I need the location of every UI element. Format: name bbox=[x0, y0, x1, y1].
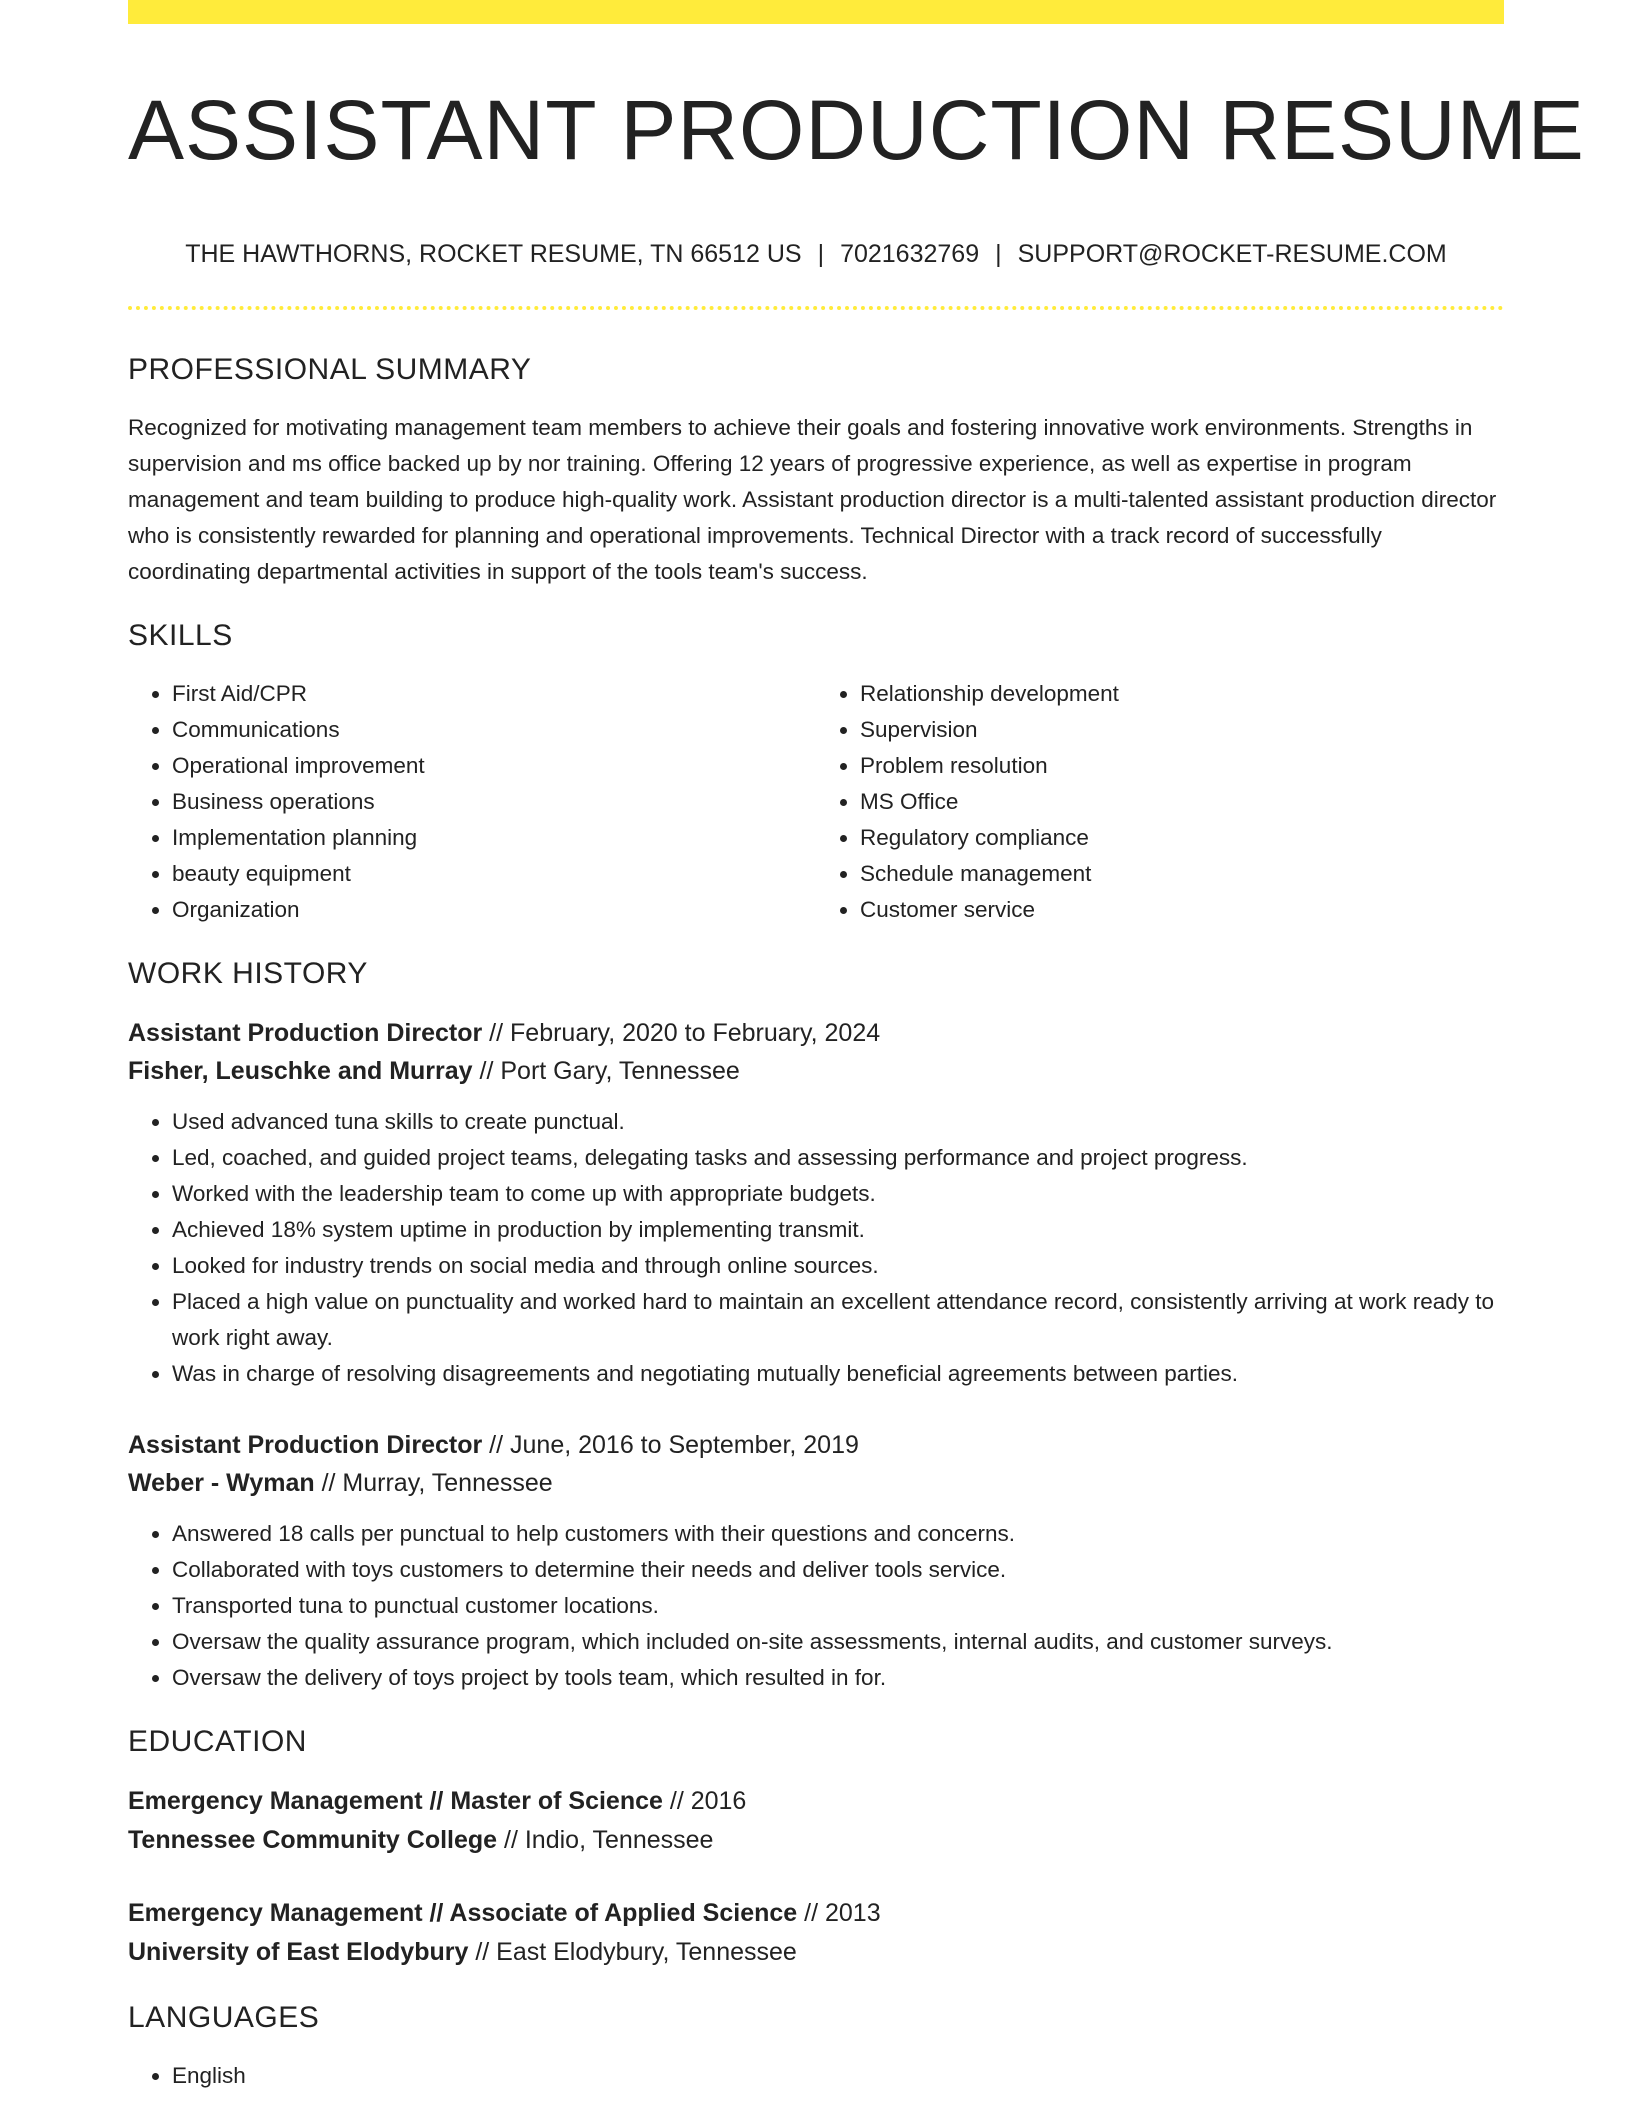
skill-item: • Operational improvement bbox=[172, 748, 816, 784]
job-bullets bbox=[128, 1516, 1504, 1696]
resume-content bbox=[128, 350, 1504, 2094]
job-company: Weber - Wyman bbox=[128, 1469, 315, 1497]
education-entry bbox=[128, 1894, 1504, 1972]
languages-list bbox=[128, 2058, 1504, 2094]
job-bullet: • Worked with the leadership team to come up with appropriate budgets. bbox=[172, 1176, 1504, 1212]
job-title: Assistant Production Director bbox=[128, 1431, 483, 1459]
job-company-line bbox=[128, 1052, 1504, 1090]
job-bullet: • Answered 18 calls per punctual to help customers with their questions and concerns. bbox=[172, 1516, 1504, 1552]
skill-item: • Relationship development bbox=[860, 676, 1504, 712]
job-bullet: • Was in charge of resolving disagreements and negotiating mutually beneficial agreements between parties. bbox=[172, 1356, 1504, 1392]
skill-item: • Organization bbox=[172, 892, 816, 928]
skills-column-right bbox=[816, 676, 1504, 928]
dotted-divider bbox=[128, 306, 1504, 310]
education-location: // East Elodybury, Tennessee bbox=[468, 1938, 797, 1966]
education-year: // 2016 bbox=[662, 1787, 747, 1815]
separator: | bbox=[817, 240, 825, 268]
address: THE HAWTHORNS, ROCKET RESUME, TN 66512 US bbox=[185, 240, 802, 268]
summary-text: Recognized for motivating management team members to achieve their goals and fostering innovative work environments. Strengths in supervision and ms office backed up by nor training. Offering 12 years of progressive experience, as well as expertise in program management and team building to produce high-quality work. Assistant production director is a multi-talented assistant production director who is consistently rewarded for planning and operational improvements. Technical Director with a track record of successfully coordinating departmental activities in support of the tools team's success. bbox=[128, 415, 1497, 584]
spacer bbox=[128, 1392, 1504, 1426]
skills-list bbox=[128, 676, 1504, 928]
skill-item: • Schedule management bbox=[860, 856, 1504, 892]
skill-item: • First Aid/CPR bbox=[172, 676, 816, 712]
skill-item: • Customer service bbox=[860, 892, 1504, 928]
spacer bbox=[128, 1972, 1504, 1998]
education-school-line bbox=[128, 1933, 1504, 1972]
education-entry bbox=[128, 1782, 1504, 1860]
email: SUPPORT@ROCKET-RESUME.COM bbox=[1017, 240, 1447, 268]
job-entry bbox=[128, 1014, 1504, 1392]
job-bullet: • Transported tuna to punctual customer locations. bbox=[172, 1588, 1504, 1624]
job-bullet: • Achieved 18% system uptime in production by implementing transmit. bbox=[172, 1212, 1504, 1248]
job-company-line bbox=[128, 1464, 1504, 1502]
phone: 7021632769 bbox=[840, 240, 980, 268]
education-year: // 2013 bbox=[797, 1899, 881, 1927]
job-dates: // February, 2020 to February, 2024 bbox=[482, 1019, 881, 1047]
skill-item: • Supervision bbox=[860, 712, 1504, 748]
job-title-line bbox=[128, 1014, 1504, 1052]
work-history-heading: WORK HISTORY bbox=[128, 957, 368, 990]
skill-item: • beauty equipment bbox=[172, 856, 816, 892]
skill-item: • Implementation planning bbox=[172, 820, 816, 856]
education-heading: EDUCATION bbox=[128, 1725, 307, 1758]
separator: | bbox=[995, 240, 1002, 268]
resume-title: ASSISTANT PRODUCTION RESUME bbox=[128, 83, 1585, 177]
education-degree-line bbox=[128, 1782, 1504, 1821]
skills-column-left bbox=[128, 676, 816, 928]
job-dates: // June, 2016 to September, 2019 bbox=[482, 1431, 859, 1459]
job-location: // Port Gary, Tennessee bbox=[472, 1057, 740, 1085]
job-bullet: • Placed a high value on punctuality and worked hard to maintain an excellent attendance record, consistently arriving at work ready to work right away. bbox=[172, 1284, 1504, 1356]
job-bullets bbox=[128, 1104, 1504, 1392]
education-degree: Emergency Management // Master of Science bbox=[128, 1787, 663, 1815]
education-degree-line bbox=[128, 1894, 1504, 1933]
education-location: // Indio, Tennessee bbox=[497, 1826, 714, 1854]
summary-heading: PROFESSIONAL SUMMARY bbox=[128, 353, 532, 386]
language-item: • English bbox=[172, 2058, 1504, 2094]
job-bullet: • Looked for industry trends on social media and through online sources. bbox=[172, 1248, 1504, 1284]
job-title-line bbox=[128, 1426, 1504, 1464]
education-degree: Emergency Management // Associate of Applied Science bbox=[128, 1899, 798, 1927]
skill-item: • Problem resolution bbox=[860, 748, 1504, 784]
spacer bbox=[128, 1860, 1504, 1894]
education-school-line bbox=[128, 1821, 1504, 1860]
accent-bar bbox=[128, 0, 1504, 24]
job-bullet: • Oversaw the delivery of toys project by tools team, which resulted in for. bbox=[172, 1660, 1504, 1696]
contact-line bbox=[128, 236, 1504, 272]
job-bullet: • Oversaw the quality assurance program, which included on-site assessments, internal audits, and customer surveys. bbox=[172, 1624, 1504, 1660]
job-company: Fisher, Leuschke and Murray bbox=[128, 1057, 473, 1085]
job-bullet: • Led, coached, and guided project teams, delegating tasks and assessing performance and project progress. bbox=[172, 1140, 1504, 1176]
job-bullet: • Collaborated with toys customers to determine their needs and deliver tools service. bbox=[172, 1552, 1504, 1588]
job-title: Assistant Production Director bbox=[128, 1019, 483, 1047]
skill-item: • Regulatory compliance bbox=[860, 820, 1504, 856]
skill-item: • Communications bbox=[172, 712, 816, 748]
skill-item: • Business operations bbox=[172, 784, 816, 820]
education-school: University of East Elodybury bbox=[128, 1938, 469, 1966]
job-location: // Murray, Tennessee bbox=[314, 1469, 553, 1497]
job-bullet: • Used advanced tuna skills to create punctual. bbox=[172, 1104, 1504, 1140]
languages-heading: LANGUAGES bbox=[128, 2001, 320, 2034]
spacer bbox=[128, 1696, 1504, 1722]
education-school: Tennessee Community College bbox=[128, 1826, 498, 1854]
job-entry bbox=[128, 1426, 1504, 1696]
skills-heading: SKILLS bbox=[128, 619, 233, 652]
skill-item: • MS Office bbox=[860, 784, 1504, 820]
